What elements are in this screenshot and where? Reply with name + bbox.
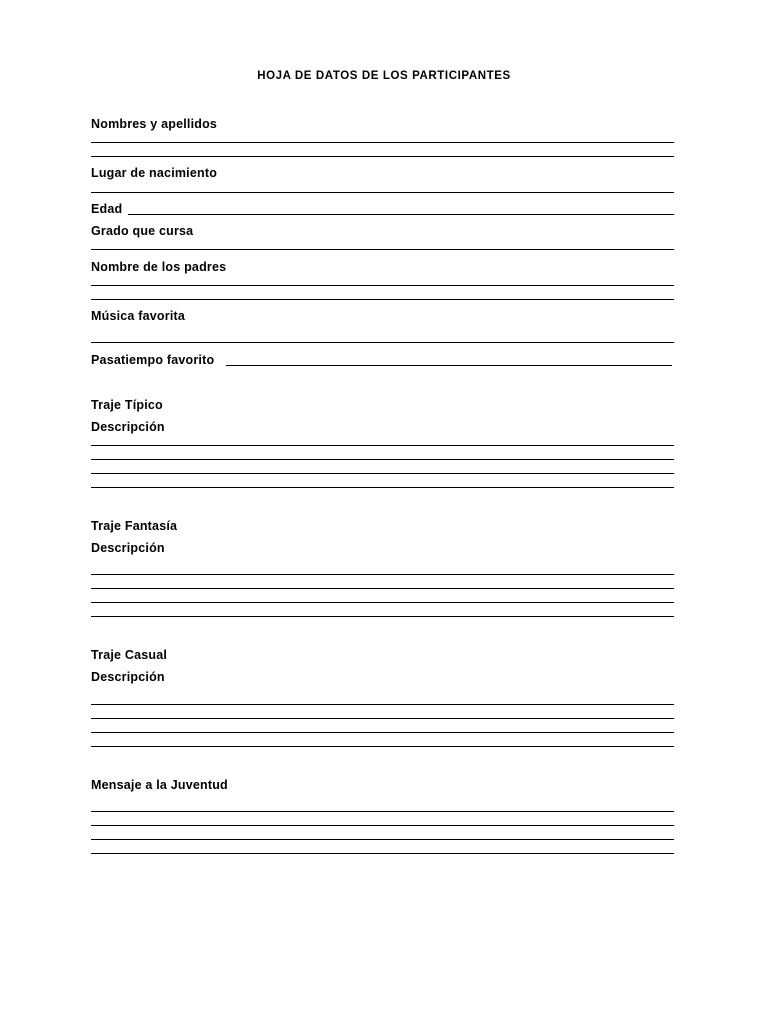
answer-line-traje-casual-2[interactable] [91,718,674,719]
answer-line-traje-tipico-1[interactable] [91,445,674,446]
label-traje-casual-descripcion: Descripción [91,670,165,684]
answer-line-grado[interactable] [91,249,674,250]
label-traje-tipico-descripcion: Descripción [91,420,165,434]
answer-line-traje-fantasia-3[interactable] [91,602,674,603]
answer-line-mensaje-2[interactable] [91,825,674,826]
label-traje-fantasia-descripcion: Descripción [91,541,165,555]
label-lugar: Lugar de nacimiento [91,166,218,180]
label-traje-casual: Traje Casual [91,648,168,662]
answer-line-traje-tipico-2[interactable] [91,459,674,460]
answer-line-mensaje-1[interactable] [91,811,674,812]
label-traje-tipico: Traje Típico [91,398,163,412]
label-padres: Nombre de los padres [91,260,227,274]
answer-line-padres-2[interactable] [91,299,674,300]
answer-line-traje-fantasia-1[interactable] [91,574,674,575]
answer-line-nombres-1[interactable] [91,142,674,143]
answer-line-traje-fantasia-4[interactable] [91,616,674,617]
label-grado: Grado que cursa [91,224,194,238]
label-nombres: Nombres y apellidos [91,117,218,131]
answer-line-lugar[interactable] [91,192,674,193]
answer-line-padres-1[interactable] [91,285,674,286]
answer-line-musica[interactable] [91,342,674,343]
answer-line-traje-casual-4[interactable] [91,746,674,747]
answer-line-nombres-2[interactable] [91,156,674,157]
answer-line-edad[interactable] [128,214,674,215]
answer-line-traje-tipico-4[interactable] [91,487,674,488]
label-edad: Edad [91,202,123,216]
answer-line-traje-casual-3[interactable] [91,732,674,733]
answer-line-traje-fantasia-2[interactable] [91,588,674,589]
answer-line-traje-tipico-3[interactable] [91,473,674,474]
label-mensaje: Mensaje a la Juventud [91,778,228,792]
label-pasatiempo: Pasatiempo favorito [91,353,215,367]
answer-line-mensaje-3[interactable] [91,839,674,840]
label-musica: Música favorita [91,309,186,323]
answer-line-mensaje-4[interactable] [91,853,674,854]
answer-line-traje-casual-1[interactable] [91,704,674,705]
page-title: HOJA DE DATOS DE LOS PARTICIPANTES [257,70,511,82]
answer-line-pasatiempo[interactable] [226,365,672,366]
label-traje-fantasia: Traje Fantasía [91,519,178,533]
